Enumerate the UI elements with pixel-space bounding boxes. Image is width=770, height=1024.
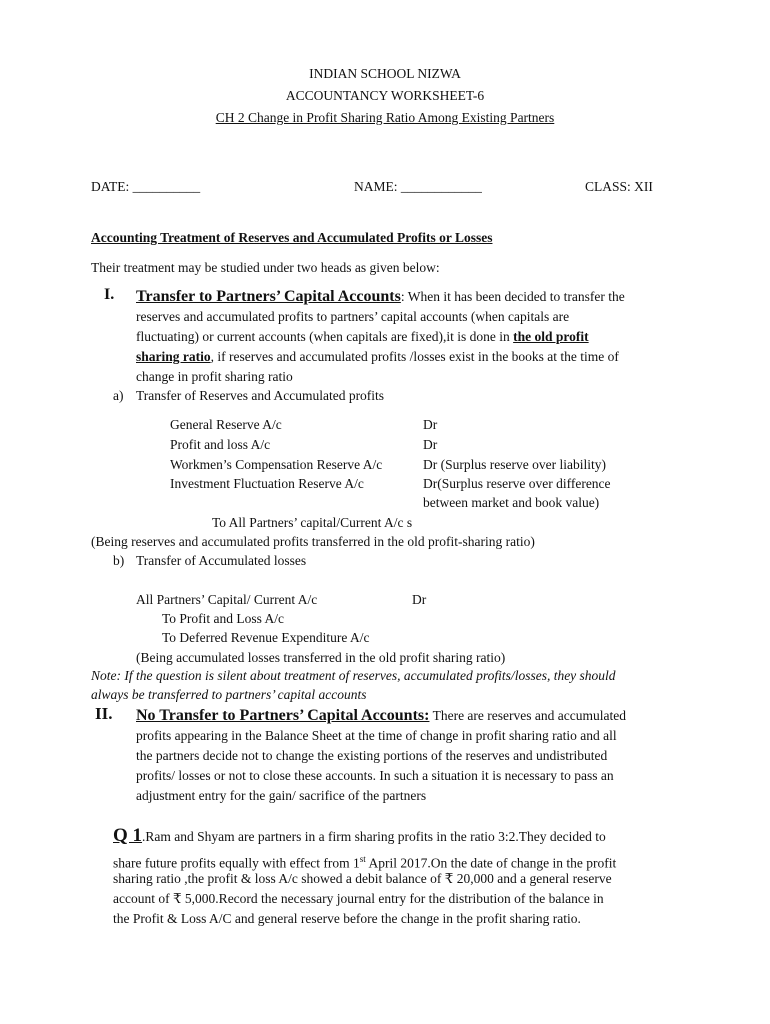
part2-line3: the partners decide not to change the existing portions of the reserves and undistributed xyxy=(136,748,608,763)
entry-account: Workmen’s Compensation Reserve A/c xyxy=(170,457,383,472)
part2-line5: adjustment entry for the gain/ sacrifice of the partners xyxy=(136,788,427,803)
part2-line1 xyxy=(136,706,626,726)
part1-title: Transfer to Partners’ Capital Accounts xyxy=(136,288,401,305)
entry-dr: Dr (Surplus reserve over liability) xyxy=(423,457,606,472)
ordinal-superscript: st xyxy=(359,854,366,864)
part1-line4 xyxy=(136,347,619,367)
question-1-line5: the Profit & Loss A/C and general reserve before the change in the profit sharing ratio. xyxy=(113,911,581,926)
date-field: DATE: __________ xyxy=(91,179,201,194)
question-1-line3: sharing ratio ,the profit & loss A/c showed a debit balance of ₹ 20,000 and a general reserve xyxy=(113,871,612,886)
part1-line2: reserves and accumulated profits to partners’ capital accounts (when capitals are xyxy=(136,309,570,324)
entry-account: General Reserve A/c xyxy=(170,417,282,432)
entry-narration: (Being reserves and accumulated profits transferred in the old profit-sharing ratio) xyxy=(91,534,535,549)
section-heading: Accounting Treatment of Reserves and Accumulated Profits or Losses xyxy=(91,230,493,245)
entry-to-account: To All Partners’ capital/Current A/c s xyxy=(212,515,413,530)
part2-line1-rest: There are reserves and accumulated xyxy=(429,708,626,723)
part1-line4-text: , if reserves and accumulated profits /losses exist in the books at the time of xyxy=(210,349,619,364)
part2-line4: profits/ losses or not to close these accounts. In such a situation it is necessary to pass an xyxy=(136,768,614,783)
entry-dr: Dr xyxy=(412,592,427,607)
note-line2: always be transferred to partners’ capital accounts xyxy=(91,687,367,702)
part1-line5: change in profit sharing ratio xyxy=(136,369,293,384)
entry-account: All Partners’ Capital/ Current A/c xyxy=(136,592,318,607)
entry-narration: (Being accumulated losses transferred in the old profit sharing ratio) xyxy=(136,650,506,665)
question-1-line2-text: share future profits equally with effect from 1 xyxy=(113,855,360,871)
entry-dr-continued: between market and book value) xyxy=(423,495,600,510)
sharing-ratio-emphasis: sharing ratio xyxy=(136,349,211,364)
question-1-label: Q 1 xyxy=(113,825,143,846)
question-1-line2-rest: April 2017.On the date of change in the profit xyxy=(365,855,617,871)
entry-to-account: To Deferred Revenue Expenditure A/c xyxy=(162,630,370,645)
question-1-text: .Ram and Shyam are partners in a firm sharing profits in the ratio 3:2.They decided to xyxy=(142,829,606,844)
entry-dr: Dr xyxy=(423,417,438,432)
part1-line1 xyxy=(136,287,625,307)
old-ratio-emphasis: the old profit xyxy=(513,329,589,344)
entry-account: Investment Fluctuation Reserve A/c xyxy=(170,476,364,491)
entry-to-account: To Profit and Loss A/c xyxy=(162,611,285,626)
chapter-title: CH 2 Change in Profit Sharing Ratio Among Existing Partners xyxy=(215,110,555,125)
part1-line3-text: fluctuating) or current accounts (when capitals are fixed),it is done in xyxy=(136,329,514,344)
part2-number: II. xyxy=(95,704,113,723)
question-1-line1 xyxy=(113,826,606,847)
entry-account: Profit and loss A/c xyxy=(170,437,271,452)
sub-a-text: Transfer of Reserves and Accumulated profits xyxy=(136,388,385,403)
worksheet-title: ACCOUNTANCY WORKSHEET-6 xyxy=(285,88,485,103)
intro-text: Their treatment may be studied under two heads as given below: xyxy=(91,260,440,275)
note-line1: Note: If the question is silent about treatment of reserves, accumulated profits/losses, they should xyxy=(91,668,616,683)
sub-a-label: a) xyxy=(113,388,124,403)
question-1-line4: account of ₹ 5,000.Record the necessary journal entry for the distribution of the balance in xyxy=(113,891,604,906)
school-name: INDIAN SCHOOL NIZWA xyxy=(309,66,461,81)
part1-line1-rest: : When it has been decided to transfer the xyxy=(400,289,625,304)
sub-b-label: b) xyxy=(113,553,125,568)
sub-b-text: Transfer of Accumulated losses xyxy=(136,553,307,568)
class-field: CLASS: XII xyxy=(585,179,653,194)
part2-title: No Transfer to Partners’ Capital Accounts: xyxy=(136,707,430,724)
part2-line2: profits appearing in the Balance Sheet at the time of change in profit sharing ratio and all xyxy=(136,728,617,743)
part1-line3 xyxy=(136,327,589,347)
entry-dr: Dr(Surplus reserve over difference xyxy=(423,476,611,491)
part1-number: I. xyxy=(104,286,115,303)
entry-dr: Dr xyxy=(423,437,438,452)
name-field: NAME: ____________ xyxy=(354,179,482,194)
